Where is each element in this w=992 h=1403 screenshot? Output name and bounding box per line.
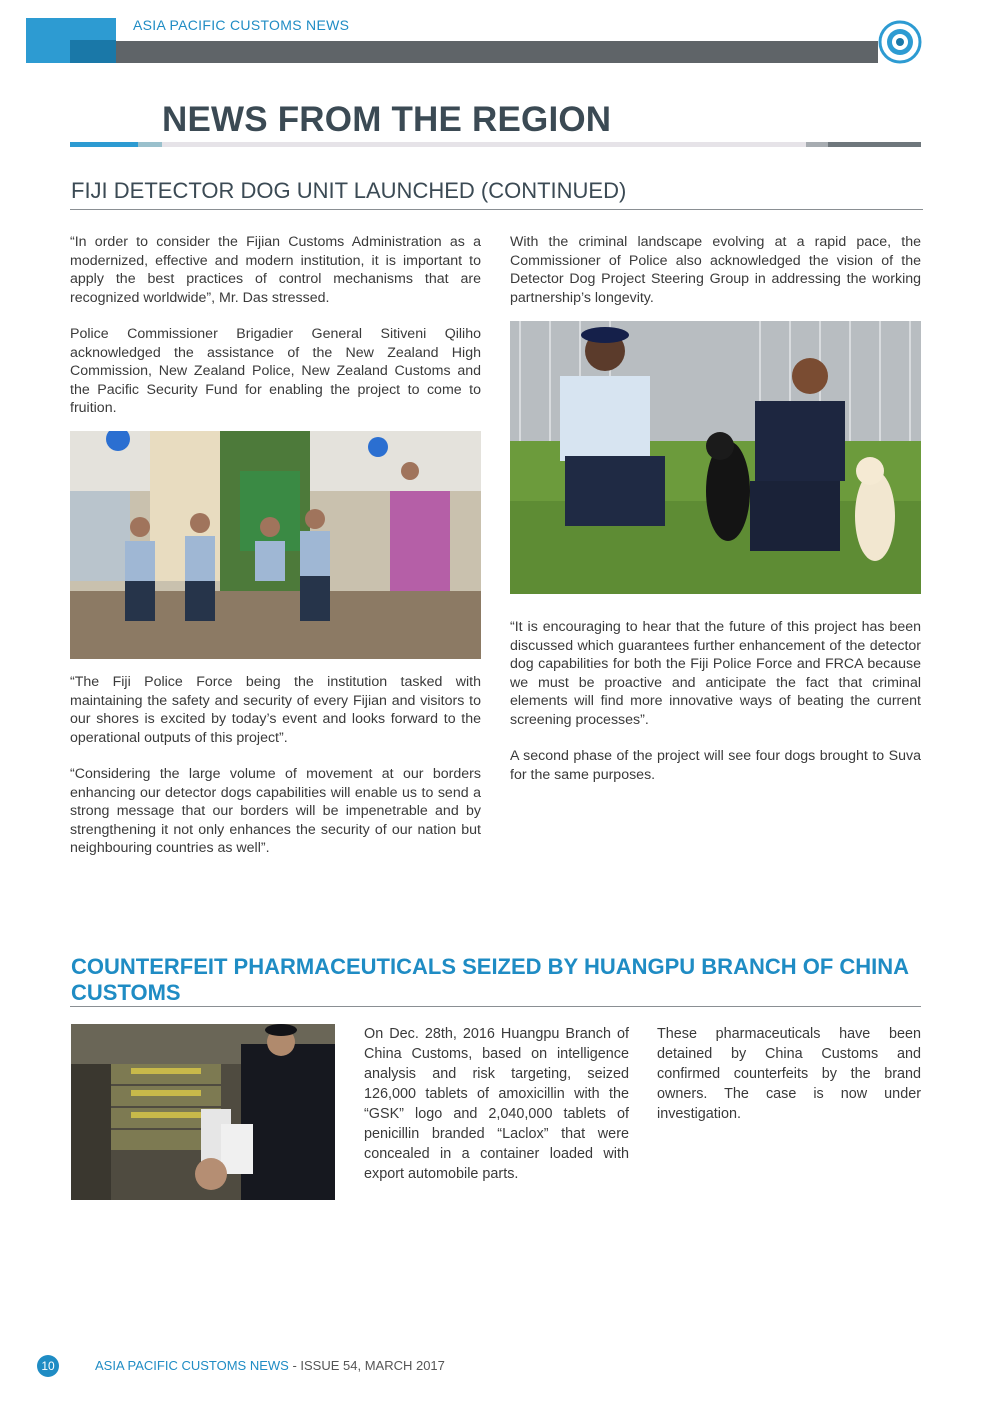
oceania-customs-logo-icon: [878, 20, 922, 64]
detector-dogs-photo: [510, 321, 921, 594]
article2-rule: [70, 1006, 921, 1007]
article1-paragraph: A second phase of the project will see four dogs brought to Suva for the same purposes.: [510, 748, 921, 783]
article1-paragraph: “It is encouraging to hear that the future of this project has been discussed which guarantees further enhancement of the detector dog capabilities for both the Fiji Police Force and FRCA because we must be proactive and anticipate the fact that criminal elements will find more innovative ways of beating the current screening processes”.: [510, 619, 921, 728]
article2-column-2: These pharmaceuticals have been detained by China Customs and confirmed counterfeits by the brand owners. The case is now under investigation.: [657, 1026, 921, 1122]
article1-paragraph: “Considering the large volume of movement at our borders enhancing our detector dogs capabilities will enable us to send a strong message that our borders will be impenetrable and by strengthening it not only enhances the security of our nation but neighbouring countries as well”.: [70, 766, 481, 856]
footer-issue: - ISSUE 54, MARCH 2017: [288, 1358, 445, 1373]
footer-issue-line: [95, 1358, 445, 1373]
article1-paragraph: Police Commissioner Brigadier General Sitiveni Qiliho acknowledged the assistance of the New Zealand High Commission, New Zealand Police, New Zealand Customs and the Pacific Security Fund for enabling the project to come to fruition.: [70, 326, 481, 416]
header-publication-title: ASIA PACIFIC CUSTOMS NEWS: [133, 17, 350, 33]
footer-publication: ASIA PACIFIC CUSTOMS NEWS: [95, 1358, 289, 1373]
article1-paragraph: “The Fiji Police Force being the institution tasked with maintaining the safety and security of every Fijian and visitors to our shores is excited by today’s event and looks forward to the operational outputs of this project”.: [70, 674, 481, 746]
page-number: 10: [37, 1355, 59, 1377]
header-bar: [116, 41, 878, 63]
article1-paragraph: With the criminal landscape evolving at a rapid pace, the Commissioner of Police also acknowledged the vision of the Detector Dog Project Steering Group in addressing the working partnership’s longevity.: [510, 234, 921, 306]
article1-rule: [70, 209, 923, 210]
article2-column-1: On Dec. 28th, 2016 Huangpu Branch of China Customs, based on intelligence analysis and risk targeting, seized 126,000 tablets of amoxicillin with the “GSK” logo and 2,040,000 tablets of penicillin branded “Laclox” that were concealed in a container loaded with export automobile parts.: [364, 1026, 629, 1182]
article1-title: FIJI DETECTOR DOG UNIT LAUNCHED (CONTINUED): [71, 178, 627, 203]
seized-pharmaceuticals-photo: [71, 1024, 335, 1200]
article1-paragraph: “In order to consider the Fijian Customs Administration as a modernized, effective and modern institution, it is important to apply the best practices of control mechanisms that are recognized worldwide”, Mr. Das stressed.: [70, 234, 481, 306]
ceremony-photo: [70, 431, 481, 659]
title-rule: [70, 142, 921, 147]
article2-title: COUNTERFEIT PHARMACEUTICALS SEIZED BY HUANGPU BRANCH OF CHINA CUSTOMS: [71, 954, 909, 1005]
page-title: NEWS FROM THE REGION: [162, 100, 612, 139]
header-accent-block-dark: [70, 40, 116, 63]
